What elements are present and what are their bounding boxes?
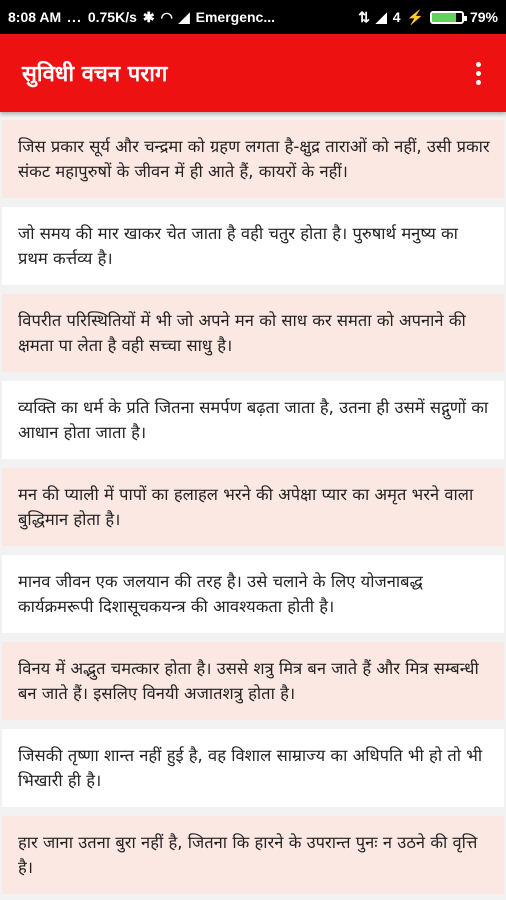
network-type: 4 [392, 9, 401, 25]
quote-list[interactable] [0, 112, 506, 894]
overflow-menu-icon[interactable] [466, 55, 490, 91]
quote-card[interactable]: मानव जीवन एक जलयान की तरह है। उसे चलाने के लिए योजनाबद्ध कार्यक्रमरूपी दिशासूचकयन्त्र की आवश्यकता होती है। [2, 555, 504, 633]
notification-dots: ... [67, 9, 82, 25]
battery-icon [430, 11, 464, 24]
quote-card[interactable]: जिसकी तृष्णा शान्त नहीं हुई है, वह विशाल साम्राज्य का अधिपति भी हो तो भी भिखारी ही है। [2, 729, 504, 807]
quote-card[interactable]: विनय में अद्भुत चमत्कार होता है। उससे शत्रु मित्र बन जाते हैं और मित्र सम्बन्धी बन जाते हैं। इसलिए विनयी अजातशत्रु होता है। [2, 642, 504, 720]
carrier-label: Emergenc... [195, 9, 275, 25]
charging-icon: ⚡ [406, 8, 424, 25]
quote-card[interactable]: मन की प्याली में पापों का हलाहल भरने की अपेक्षा प्यार का अमृत भरने वाला बुद्धिमान होता है। [2, 468, 504, 546]
quote-card[interactable]: जिस प्रकार सूर्य और चन्द्रमा को ग्रहण लगता है-क्षुद्र ताराओं को नहीं, उसी प्रकार संकट महापुरुषों के जीवन में ही आते हैं, कायरों के नहीं। [2, 120, 504, 198]
quote-card[interactable]: व्यक्ति का धर्म के प्रति जितना समर्पण बढ़ता जाता है, उतना ही उसमें सद्गुणों का आधान होता जाता है। [2, 381, 504, 459]
network-speed: 0.75K/s [87, 9, 137, 25]
status-bar [0, 0, 506, 34]
quote-card[interactable]: हार जाना उतना बुरा नहीं है, जितना कि हारने के उपरान्त पुनः न उठने की वृत्ति है। [2, 816, 504, 894]
quote-card[interactable]: विपरीत परिस्थितियों में भी जो अपने मन को साध कर समता को अपनाने की क्षमता पा लेता है वही सच्चा साधु है। [2, 294, 504, 372]
status-time: 8:08 AM [8, 9, 62, 25]
quote-card[interactable]: जो समय की मार खाकर चेत जाता है वही चतुर होता है। पुरुषार्थ मनुष्य का प्रथम कर्त्तव्य है। [2, 207, 504, 285]
signal-icon-2: ◢ [375, 8, 387, 25]
app-title: सुविधी वचन पराग [22, 62, 168, 87]
app-bar [0, 34, 506, 112]
data-arrows-icon: ⇅ [358, 8, 370, 25]
bluetooth-icon: ✱ [142, 8, 155, 25]
battery-percent: 79% [469, 9, 498, 25]
wifi-icon: ◠ [160, 8, 173, 25]
signal-icon: ◢ [178, 8, 190, 25]
